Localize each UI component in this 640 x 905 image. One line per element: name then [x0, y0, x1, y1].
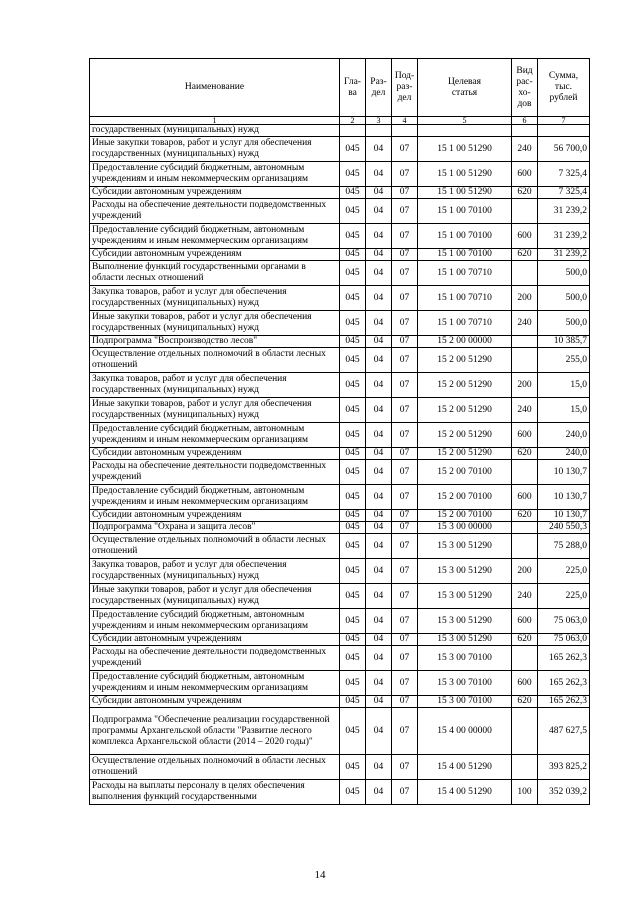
- table-row: [90, 460, 590, 485]
- table-row: [90, 485, 590, 510]
- cell-glava: 045: [340, 559, 366, 584]
- cell-razdel: 04: [366, 609, 392, 634]
- cell-podrazdel: 07: [392, 373, 418, 398]
- cell-name: Осуществление отдельных полномочий в области лесных отношений: [90, 755, 340, 780]
- cell-glava: 045: [340, 460, 366, 485]
- cell-podrazdel: 07: [392, 510, 418, 522]
- cell-statya: 15 2 00 51290: [418, 373, 512, 398]
- cell-glava: 045: [340, 646, 366, 671]
- table-row: [90, 696, 590, 708]
- cell-statya: 15 1 00 51290: [418, 162, 512, 187]
- cell-glava: 045: [340, 522, 366, 534]
- table-row: [90, 187, 590, 199]
- cell-razdel: 04: [366, 448, 392, 460]
- cell-razdel: 04: [366, 336, 392, 348]
- cell-vid: [512, 522, 538, 534]
- cell-vid: 600: [512, 609, 538, 634]
- cell-glava: 045: [340, 609, 366, 634]
- cell-summa: 165 262,3: [538, 696, 590, 708]
- cell-vid: 620: [512, 634, 538, 646]
- cell-podrazdel: 07: [392, 609, 418, 634]
- cell-summa: 500,0: [538, 311, 590, 336]
- table-row: [90, 125, 590, 137]
- cell-vid: [512, 336, 538, 348]
- cell-summa: 56 700,0: [538, 137, 590, 162]
- cell-statya: 15 3 00 00000: [418, 522, 512, 534]
- cell-vid: 620: [512, 448, 538, 460]
- cell-podrazdel: 07: [392, 348, 418, 373]
- cell-glava: 045: [340, 708, 366, 755]
- cell-vid: 620: [512, 187, 538, 199]
- cell-razdel: 04: [366, 510, 392, 522]
- cell-summa: 225,0: [538, 559, 590, 584]
- cell-summa: 7 325,4: [538, 187, 590, 199]
- budget-table: [89, 58, 590, 805]
- cell-name: Расходы на обеспечение деятельности подведомственных учреждений: [90, 199, 340, 224]
- cell-glava: 045: [340, 584, 366, 609]
- cell-statya: 15 1 00 51290: [418, 187, 512, 199]
- cell-podrazdel: 07: [392, 708, 418, 755]
- cell-name: Иные закупки товаров, работ и услуг для обеспечения государственных (муниципальных) нужд: [90, 398, 340, 423]
- cell-glava: 045: [340, 485, 366, 510]
- cell-podrazdel: 07: [392, 646, 418, 671]
- cell-razdel: 04: [366, 460, 392, 485]
- cell-name: Подпрограмма "Обеспечение реализации государственной программы Архангельской области "Развитие лесного комплекса Архангельской области (2014 – 2020 годы)": [90, 708, 340, 755]
- cell-name: Расходы на обеспечение деятельности подведомственных учреждений: [90, 460, 340, 485]
- table-row: [90, 510, 590, 522]
- cell-summa: 15,0: [538, 398, 590, 423]
- cell-statya: 15 3 00 51290: [418, 559, 512, 584]
- column-number: 2: [340, 117, 366, 125]
- column-number-row: [90, 117, 590, 125]
- table-row: [90, 336, 590, 348]
- cell-vid: 240: [512, 137, 538, 162]
- cell-razdel: 04: [366, 373, 392, 398]
- cell-podrazdel: 07: [392, 199, 418, 224]
- cell-statya: 15 1 00 70100: [418, 249, 512, 261]
- cell-summa: 10 130,7: [538, 485, 590, 510]
- cell-glava: 045: [340, 261, 366, 286]
- cell-summa: 31 239,2: [538, 249, 590, 261]
- header-summa: Сумма, тыс. рублей: [538, 59, 590, 117]
- header-statya: Целевая статья: [418, 59, 512, 117]
- cell-statya: 15 2 00 51290: [418, 348, 512, 373]
- cell-razdel: 04: [366, 534, 392, 559]
- cell-statya: 15 2 00 70100: [418, 510, 512, 522]
- cell-glava: 045: [340, 336, 366, 348]
- cell-podrazdel: [392, 125, 418, 137]
- cell-podrazdel: 07: [392, 534, 418, 559]
- column-number: 4: [392, 117, 418, 125]
- cell-summa: 165 262,3: [538, 671, 590, 696]
- cell-glava: 045: [340, 137, 366, 162]
- table-row: [90, 137, 590, 162]
- cell-vid: 200: [512, 286, 538, 311]
- cell-razdel: 04: [366, 423, 392, 448]
- table-row: [90, 534, 590, 559]
- table-row: [90, 286, 590, 311]
- cell-podrazdel: 07: [392, 522, 418, 534]
- cell-summa: 352 039,2: [538, 780, 590, 805]
- cell-summa: 255,0: [538, 348, 590, 373]
- table-row: [90, 261, 590, 286]
- cell-statya: 15 2 00 51290: [418, 423, 512, 448]
- cell-podrazdel: 07: [392, 249, 418, 261]
- cell-name: Иные закупки товаров, работ и услуг для обеспечения государственных (муниципальных) нужд: [90, 311, 340, 336]
- cell-statya: 15 3 00 51290: [418, 634, 512, 646]
- cell-name: Подпрограмма "Воспроизводство лесов": [90, 336, 340, 348]
- cell-name: Иные закупки товаров, работ и услуг для обеспечения государственных (муниципальных) нужд: [90, 137, 340, 162]
- table-row: [90, 609, 590, 634]
- cell-statya: 15 1 00 70100: [418, 224, 512, 249]
- cell-statya: 15 2 00 70100: [418, 460, 512, 485]
- cell-glava: 045: [340, 634, 366, 646]
- cell-summa: 31 239,2: [538, 199, 590, 224]
- cell-name: Закупка товаров, работ и услуг для обеспечения государственных (муниципальных) нужд: [90, 559, 340, 584]
- cell-razdel: 04: [366, 559, 392, 584]
- table-row: [90, 522, 590, 534]
- cell-summa: 487 627,5: [538, 708, 590, 755]
- cell-razdel: 04: [366, 187, 392, 199]
- cell-razdel: 04: [366, 485, 392, 510]
- column-number: 3: [366, 117, 392, 125]
- cell-razdel: 04: [366, 224, 392, 249]
- cell-razdel: 04: [366, 755, 392, 780]
- cell-vid: 600: [512, 485, 538, 510]
- cell-name: Подпрограмма "Охрана и защита лесов": [90, 522, 340, 534]
- cell-summa: 31 239,2: [538, 224, 590, 249]
- cell-razdel: 04: [366, 348, 392, 373]
- cell-podrazdel: 07: [392, 336, 418, 348]
- cell-razdel: 04: [366, 249, 392, 261]
- column-number: 7: [538, 117, 590, 125]
- cell-summa: 10 130,7: [538, 510, 590, 522]
- table-row: [90, 199, 590, 224]
- cell-glava: 045: [340, 286, 366, 311]
- cell-razdel: 04: [366, 708, 392, 755]
- cell-name: Закупка товаров, работ и услуг для обеспечения государственных (муниципальных) нужд: [90, 286, 340, 311]
- cell-statya: 15 3 00 51290: [418, 534, 512, 559]
- cell-podrazdel: 07: [392, 311, 418, 336]
- cell-podrazdel: 07: [392, 485, 418, 510]
- cell-podrazdel: 07: [392, 584, 418, 609]
- cell-vid: 240: [512, 398, 538, 423]
- cell-name: Предоставление субсидий бюджетным, автономным учреждениям и иным некоммерческим организациям: [90, 485, 340, 510]
- cell-statya: 15 4 00 51290: [418, 755, 512, 780]
- cell-summa: 240,0: [538, 423, 590, 448]
- cell-name: Осуществление отдельных полномочий в области лесных отношений: [90, 534, 340, 559]
- cell-podrazdel: 07: [392, 671, 418, 696]
- cell-podrazdel: 07: [392, 696, 418, 708]
- table-row: [90, 448, 590, 460]
- cell-name: Расходы на выплаты персоналу в целях обеспечения выполнения функций государственными: [90, 780, 340, 805]
- cell-summa: [538, 125, 590, 137]
- cell-statya: 15 1 00 70710: [418, 286, 512, 311]
- cell-name: Выполнение функций государственными органами в области лесных отношений: [90, 261, 340, 286]
- cell-summa: 75 288,0: [538, 534, 590, 559]
- cell-name: Осуществление отдельных полномочий в области лесных отношений: [90, 348, 340, 373]
- cell-vid: [512, 755, 538, 780]
- cell-razdel: 04: [366, 671, 392, 696]
- cell-razdel: 04: [366, 634, 392, 646]
- cell-name: Предоставление субсидий бюджетным, автономным учреждениям и иным некоммерческим организациям: [90, 162, 340, 187]
- cell-podrazdel: 07: [392, 286, 418, 311]
- table-row: [90, 634, 590, 646]
- cell-podrazdel: 07: [392, 634, 418, 646]
- cell-name: Предоставление субсидий бюджетным, автономным учреждениям и иным некоммерческим организациям: [90, 671, 340, 696]
- column-number: 6: [512, 117, 538, 125]
- cell-summa: 500,0: [538, 261, 590, 286]
- cell-vid: [512, 199, 538, 224]
- cell-podrazdel: 07: [392, 162, 418, 187]
- cell-glava: 045: [340, 448, 366, 460]
- cell-razdel: 04: [366, 584, 392, 609]
- cell-name: Субсидии автономным учреждениям: [90, 448, 340, 460]
- table-row: [90, 780, 590, 805]
- cell-vid: 100: [512, 780, 538, 805]
- table-row: [90, 348, 590, 373]
- table-row: [90, 755, 590, 780]
- cell-statya: 15 4 00 00000: [418, 708, 512, 755]
- table-row: [90, 373, 590, 398]
- cell-name: Иные закупки товаров, работ и услуг для обеспечения государственных (муниципальных) нужд: [90, 584, 340, 609]
- cell-vid: 600: [512, 423, 538, 448]
- cell-glava: 045: [340, 249, 366, 261]
- cell-glava: 045: [340, 311, 366, 336]
- cell-name: Субсидии автономным учреждениям: [90, 187, 340, 199]
- cell-name: государственных (муниципальных) нужд: [90, 125, 340, 137]
- table-row: [90, 249, 590, 261]
- cell-glava: 045: [340, 510, 366, 522]
- cell-razdel: 04: [366, 199, 392, 224]
- cell-statya: 15 1 00 70100: [418, 199, 512, 224]
- cell-podrazdel: 07: [392, 559, 418, 584]
- table-row: [90, 311, 590, 336]
- table-row: [90, 423, 590, 448]
- header-vid: Вид рас- хо- дов: [512, 59, 538, 117]
- cell-summa: 10 130,7: [538, 460, 590, 485]
- cell-razdel: 04: [366, 137, 392, 162]
- cell-glava: 045: [340, 348, 366, 373]
- cell-glava: 045: [340, 162, 366, 187]
- cell-razdel: 04: [366, 261, 392, 286]
- cell-statya: 15 1 00 70710: [418, 261, 512, 286]
- table-row: [90, 584, 590, 609]
- table-row: [90, 162, 590, 187]
- table-row: [90, 398, 590, 423]
- cell-statya: 15 3 00 70100: [418, 646, 512, 671]
- column-number: 1: [90, 117, 340, 125]
- cell-vid: [512, 534, 538, 559]
- cell-podrazdel: 07: [392, 398, 418, 423]
- cell-glava: 045: [340, 187, 366, 199]
- cell-statya: 15 1 00 51290: [418, 137, 512, 162]
- cell-podrazdel: 07: [392, 780, 418, 805]
- table-body: [90, 125, 590, 805]
- cell-vid: 620: [512, 696, 538, 708]
- cell-glava: 045: [340, 199, 366, 224]
- cell-glava: 045: [340, 755, 366, 780]
- cell-summa: 15,0: [538, 373, 590, 398]
- cell-vid: 200: [512, 559, 538, 584]
- cell-podrazdel: 07: [392, 755, 418, 780]
- cell-razdel: 04: [366, 162, 392, 187]
- cell-summa: 75 063,0: [538, 634, 590, 646]
- cell-podrazdel: 07: [392, 137, 418, 162]
- page-number: 14: [314, 869, 326, 881]
- cell-summa: 75 063,0: [538, 609, 590, 634]
- cell-glava: 045: [340, 423, 366, 448]
- cell-summa: 393 825,2: [538, 755, 590, 780]
- cell-statya: 15 3 00 70100: [418, 671, 512, 696]
- cell-vid: 200: [512, 373, 538, 398]
- cell-statya: 15 3 00 51290: [418, 609, 512, 634]
- cell-summa: 165 262,3: [538, 646, 590, 671]
- cell-podrazdel: 07: [392, 187, 418, 199]
- cell-statya: 15 1 00 70710: [418, 311, 512, 336]
- cell-name: Субсидии автономным учреждениям: [90, 249, 340, 261]
- cell-name: Субсидии автономным учреждениям: [90, 634, 340, 646]
- cell-name: Расходы на обеспечение деятельности подведомственных учреждений: [90, 646, 340, 671]
- cell-statya: 15 3 00 70100: [418, 696, 512, 708]
- cell-glava: 045: [340, 398, 366, 423]
- table-row: [90, 224, 590, 249]
- cell-statya: 15 2 00 51290: [418, 448, 512, 460]
- cell-name: Субсидии автономным учреждениям: [90, 510, 340, 522]
- cell-razdel: 04: [366, 522, 392, 534]
- cell-glava: 045: [340, 224, 366, 249]
- cell-razdel: 04: [366, 696, 392, 708]
- table-header-row: [90, 59, 590, 117]
- cell-razdel: 04: [366, 780, 392, 805]
- cell-summa: 7 325,4: [538, 162, 590, 187]
- cell-glava: [340, 125, 366, 137]
- cell-name: Предоставление субсидий бюджетным, автономным учреждениям и иным некоммерческим организациям: [90, 609, 340, 634]
- cell-vid: 600: [512, 162, 538, 187]
- cell-glava: 045: [340, 534, 366, 559]
- cell-vid: [512, 261, 538, 286]
- cell-summa: 10 385,7: [538, 336, 590, 348]
- header-name: Наименование: [90, 59, 340, 117]
- cell-vid: [512, 460, 538, 485]
- cell-razdel: 04: [366, 398, 392, 423]
- cell-statya: 15 2 00 70100: [418, 485, 512, 510]
- cell-summa: 240 550,3: [538, 522, 590, 534]
- cell-statya: 15 2 00 51290: [418, 398, 512, 423]
- cell-name: Закупка товаров, работ и услуг для обеспечения государственных (муниципальных) нужд: [90, 373, 340, 398]
- column-number: 5: [418, 117, 512, 125]
- cell-vid: 600: [512, 224, 538, 249]
- table-row: [90, 708, 590, 755]
- cell-vid: [512, 348, 538, 373]
- table-row: [90, 671, 590, 696]
- cell-podrazdel: 07: [392, 423, 418, 448]
- cell-summa: 225,0: [538, 584, 590, 609]
- cell-vid: 620: [512, 510, 538, 522]
- cell-name: Субсидии автономным учреждениям: [90, 696, 340, 708]
- header-podrazdel: Под- раз- дел: [392, 59, 418, 117]
- header-glava: Гла- ва: [340, 59, 366, 117]
- cell-statya: 15 4 00 51290: [418, 780, 512, 805]
- cell-podrazdel: 07: [392, 460, 418, 485]
- cell-glava: 045: [340, 696, 366, 708]
- cell-name: Предоставление субсидий бюджетным, автономным учреждениям и иным некоммерческим организациям: [90, 423, 340, 448]
- cell-razdel: 04: [366, 311, 392, 336]
- table-row: [90, 646, 590, 671]
- cell-summa: 500,0: [538, 286, 590, 311]
- cell-vid: [512, 125, 538, 137]
- header-razdel: Раз- дел: [366, 59, 392, 117]
- cell-summa: 240,0: [538, 448, 590, 460]
- cell-razdel: [366, 125, 392, 137]
- cell-vid: 620: [512, 249, 538, 261]
- cell-statya: 15 3 00 51290: [418, 584, 512, 609]
- cell-statya: 15 2 00 00000: [418, 336, 512, 348]
- table-row: [90, 559, 590, 584]
- cell-glava: 045: [340, 671, 366, 696]
- cell-vid: [512, 708, 538, 755]
- cell-vid: [512, 646, 538, 671]
- cell-name: Предоставление субсидий бюджетным, автономным учреждениям и иным некоммерческим организациям: [90, 224, 340, 249]
- cell-glava: 045: [340, 780, 366, 805]
- cell-razdel: 04: [366, 286, 392, 311]
- cell-vid: 600: [512, 671, 538, 696]
- cell-podrazdel: 07: [392, 224, 418, 249]
- cell-glava: 045: [340, 373, 366, 398]
- cell-statya: [418, 125, 512, 137]
- cell-vid: 240: [512, 311, 538, 336]
- cell-podrazdel: 07: [392, 261, 418, 286]
- cell-razdel: 04: [366, 646, 392, 671]
- cell-vid: 240: [512, 584, 538, 609]
- cell-podrazdel: 07: [392, 448, 418, 460]
